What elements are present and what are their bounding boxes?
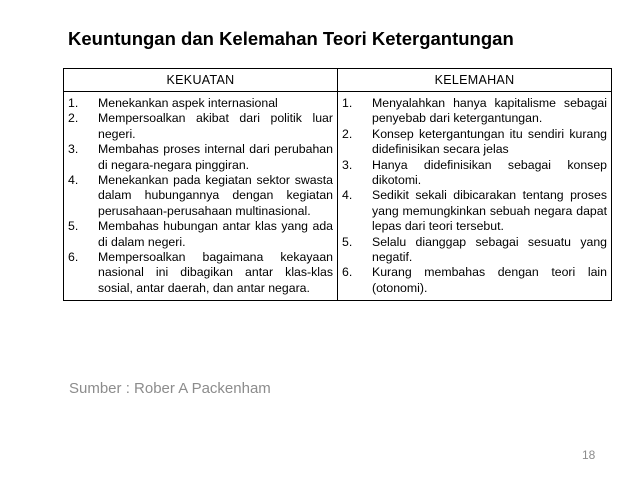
kelemahan-list bbox=[342, 96, 607, 296]
item-number: 6. bbox=[68, 250, 79, 265]
list-item bbox=[68, 96, 333, 111]
list-item bbox=[68, 173, 333, 219]
item-text: Sedikit sekali dibicarakan tentang proses yang memungkinkan sebuah negara dapat lepas dari teori tersebut. bbox=[372, 188, 607, 234]
list-item bbox=[68, 219, 333, 250]
list-item bbox=[68, 142, 333, 173]
item-text: Hanya didefinisikan sebagai konsep dikotomi. bbox=[372, 157, 607, 188]
item-text: Membahas hubungan antar klas yang ada di dalam negeri. bbox=[98, 219, 333, 249]
item-number: 5. bbox=[68, 219, 79, 234]
kekuatan-cell bbox=[64, 92, 338, 301]
item-text: Mempersoalkan bagaimana kekayaan nasional ini dibagikan antar klas-klas sosial, antar daerah, dan antar negara. bbox=[98, 250, 333, 295]
list-item bbox=[342, 96, 607, 127]
item-number: 5. bbox=[342, 234, 353, 249]
list-item bbox=[342, 235, 607, 266]
item-text: Mempersoalkan akibat dari politik luar negeri. bbox=[98, 111, 333, 141]
list-item bbox=[68, 250, 333, 296]
slide-title: Keuntungan dan Kelemahan Teori Ketergantungan bbox=[68, 28, 514, 49]
kekuatan-list bbox=[68, 96, 333, 296]
kelemahan-cell bbox=[338, 92, 612, 301]
item-text: Konsep ketergantungan itu sendiri kurang didefinisikan secara jelas bbox=[372, 126, 607, 157]
item-number: 3. bbox=[68, 142, 79, 157]
comparison-table bbox=[63, 68, 612, 301]
table-body-row bbox=[64, 92, 612, 301]
item-text: Menekankan pada kegiatan sektor swasta dalam hubungannya dengan kegiatan perusahaan-perusahaan multinasional. bbox=[98, 173, 333, 218]
item-number: 3. bbox=[342, 157, 353, 172]
table-header-row bbox=[64, 69, 612, 92]
item-number: 1. bbox=[342, 96, 353, 110]
list-item bbox=[342, 188, 607, 234]
list-item bbox=[342, 265, 607, 296]
list-item bbox=[68, 111, 333, 142]
source-caption: Sumber : Rober A Packenham bbox=[69, 380, 271, 397]
page-number: 18 bbox=[582, 448, 596, 462]
item-number: 1. bbox=[68, 96, 79, 110]
header-kekuatan: KEKUATAN bbox=[64, 69, 338, 92]
list-item bbox=[342, 158, 607, 189]
item-number: 4. bbox=[342, 188, 353, 203]
item-number: 2. bbox=[342, 126, 353, 141]
header-kelemahan: KELEMAHAN bbox=[338, 69, 612, 92]
item-number: 6. bbox=[342, 265, 353, 280]
item-text: Menyalahkan hanya kapitalisme sebagai penyebab dari ketergantungan. bbox=[372, 96, 607, 126]
item-text: Selalu dianggap sebagai sesuatu yang negatif. bbox=[372, 234, 607, 265]
item-text: Membahas proses internal dari perubahan di negara-negara pinggiran. bbox=[98, 142, 333, 172]
list-item bbox=[342, 127, 607, 158]
item-text: Kurang membahas dengan teori lain (otonomi). bbox=[372, 265, 607, 295]
item-number: 4. bbox=[68, 173, 79, 188]
item-text: Menekankan aspek internasional bbox=[98, 96, 278, 110]
item-number: 2. bbox=[68, 111, 79, 126]
